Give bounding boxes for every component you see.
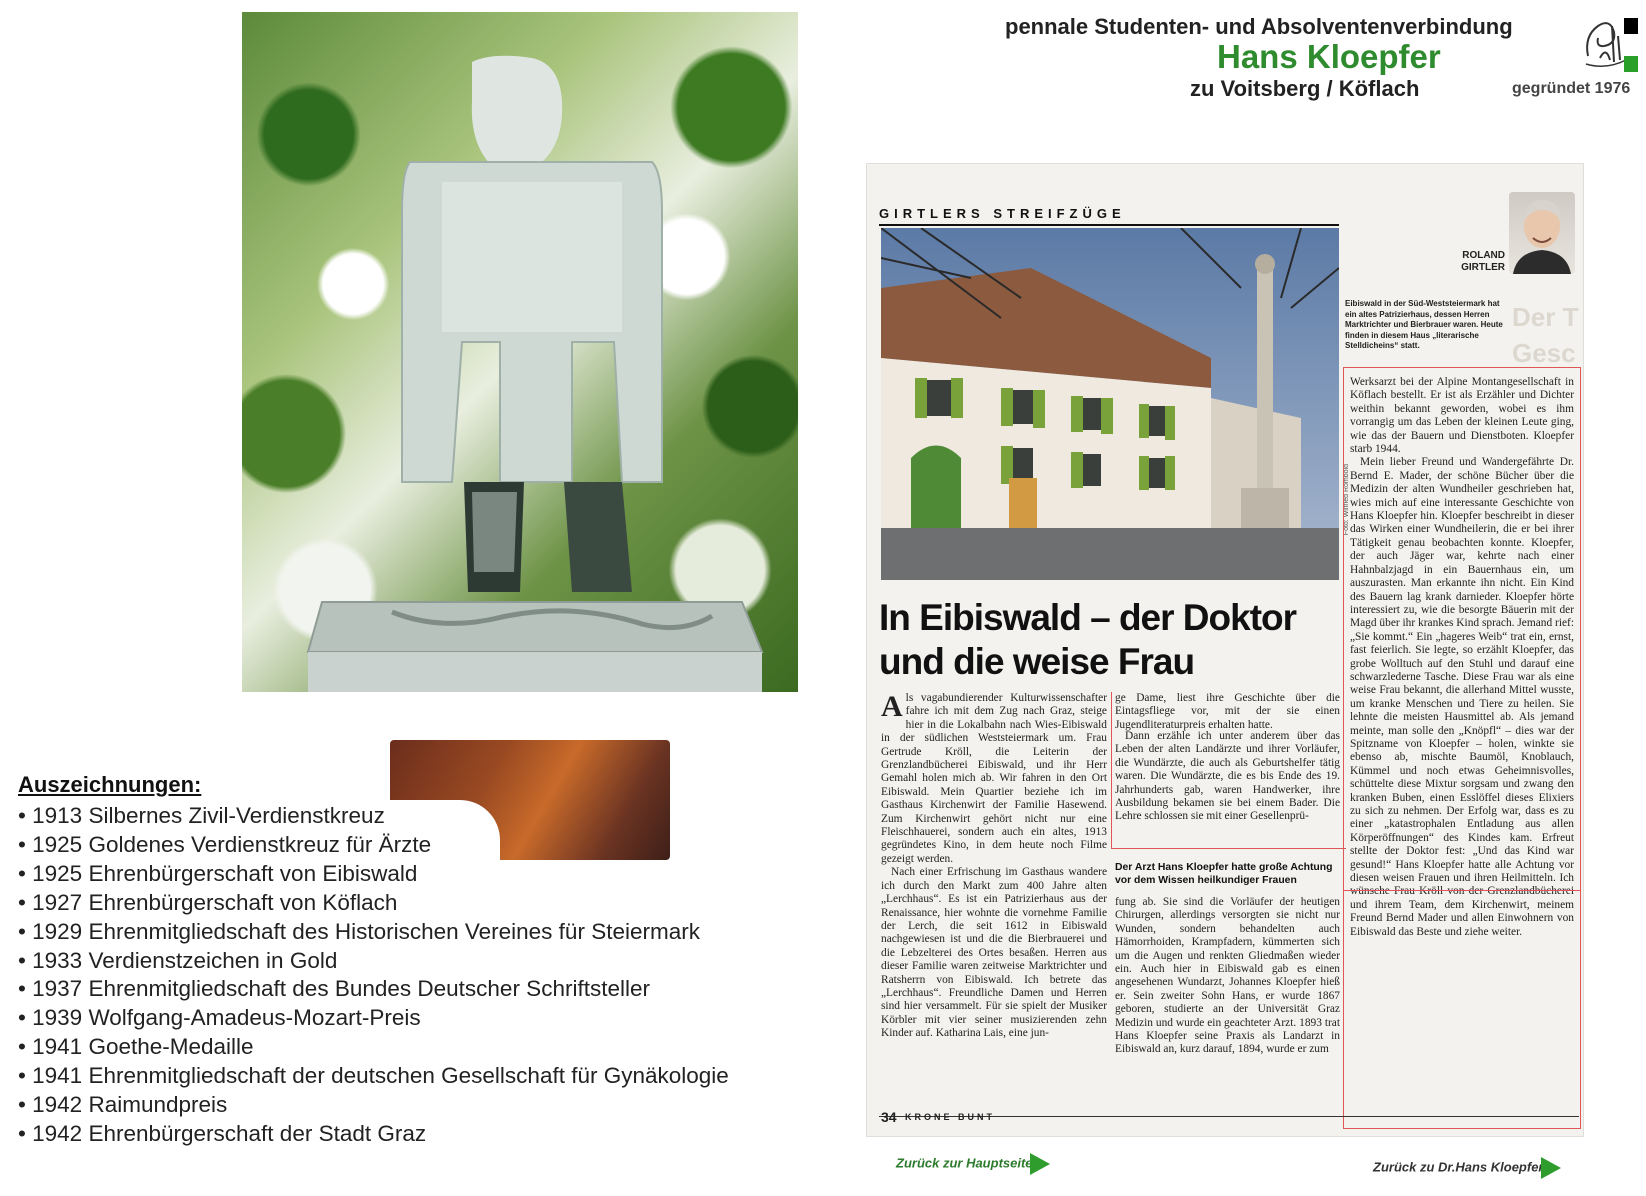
header-name: Hans Kloepfer xyxy=(1217,38,1441,75)
page-number: 34 xyxy=(881,1109,897,1125)
award-item: • 1942 Ehrenbürgerschaft der Stadt Graz xyxy=(18,1120,838,1149)
statue-figure-icon xyxy=(242,12,798,692)
award-item: • 1941 Ehrenmitgliedschaft der deutschen Gesellschaft für Gynäkologie xyxy=(18,1062,838,1091)
award-item: • 1913 Silbernes Zivil-Verdienstkreuz xyxy=(18,802,838,831)
col2-paragraph-1: ge Dame, liest ihre Geschichte über die Eintagsfliege vor, mit der sie einen Jugendliteraturpreis erhalten hatte. xyxy=(1115,692,1340,731)
author-portrait xyxy=(1509,192,1575,274)
award-item: • 1941 Goethe-Medaille xyxy=(18,1033,838,1062)
green-square-mark xyxy=(1624,56,1638,72)
black-square-mark xyxy=(1624,18,1638,34)
col3-paragraph-2: Mein lieber Freund und Wandergefährte Dr. Bernd E. Mader, der schöne Bücher über die Medizin der alten Wundheiler geschrieben hat, wies mich auf eine interessante Geschichte von Hans Kloepfer hin. Kloepfer beschreibt in dieser das Wirken einer Wundheilerin, die er bei ihrer Tätigkeit genau beobachten konnte. Kloepfer, der auch Jäger war, kehrte nach einer Hahnbalzjagd in ein Bauernhaus ein, um auszurasten. Man erkannte ihn nicht. Ein Kind des Bauern lag krank darnieder. Kloepfer hörte interessiert zu, wie die besorgte Bäuerin mit der Magd über ihr krankes Kind sprach. Jemand rief: „Sie kommt.“ Ein „hageres Weib“ trat ein, ernst, fast feierlich. Sie legte, so erzählt Kloepfer, das grobe Wolltuch auf den Stuhl und darauf eine schwarzlederne Tasche. Diese Frau war als eine weise Frau bekannt, die allerhand Mittel wusste, um kranke Menschen und Tiere zu heilen. Sie lehnte die meisten Hausmittel ab. Als jemand meinte, man solle den „Knöpfl“ – dies war der Spitzname von Kloepfer – holen, winkte sie ebenso ab, mischte Baumöl, Knoblauch, Kümmel und noch etwas Geheimnisvolles, schüttelte diese Mixtur sorgsam und zwang den kranken Buben, einen Esslöffel dieses Elixiers zu sich zu nehmen. Der Erfolg war, dass es zu einer „katastrophalen Entladung aus allen Körperöffnungen“ des Kindes kam. Erfreut stellte der Doktor fest: „Und das Kind war gesund!“ Hans Kloepfer hatte alle Achtung vor diesen weisen Frauen und ihren Heilmitteln. Ich wünsche Frau Kröll von der Grenzlandbücherei und ihrem Team, dem Kirchenwirt, meinem Freund Bernd Mader und allen Einwohnern von Eibiswald das Beste und ziehe weiter. xyxy=(1350,456,1574,938)
header-location: zu Voitsberg / Köflach xyxy=(1190,76,1420,101)
highlight-box-column-2 xyxy=(1111,692,1346,849)
article-headline: In Eibiswald – der Doktor und die weise Frau xyxy=(879,597,1297,682)
footer-brand: KRONE BUNT xyxy=(905,1112,995,1122)
back-to-doctor-label: Zurück zu Dr.Hans Kloepfer xyxy=(1373,1159,1544,1175)
col2-paragraph-2: Dann erzähle ich unter anderem über das Leben der alten Landärzte und ihrer Vorläufer, die Wundärzte, die auch als Geburtshelfer tätig waren. Die Wundärzte, die es bis Ende des 19. Jahrhunderts gab, waren Handwerker, ihre Ausbildung bekamen sie bei einem Bader. Die Lehre schlossen sie mit einer Gesellenprü- xyxy=(1115,730,1340,823)
drop-cap: A xyxy=(881,690,903,723)
award-item: • 1942 Raimundpreis xyxy=(18,1091,838,1120)
header-association-line: pennale Studenten- und Absolventenverbindung xyxy=(1005,14,1513,39)
header-founded: gegründet 1976 xyxy=(1512,80,1631,97)
highlight-box-column-3-lower xyxy=(1343,888,1581,1129)
awards-list xyxy=(18,802,838,1149)
award-item: • 1925 Ehrenbürgerschaft von Eibiswald xyxy=(18,860,838,889)
article-kicker: GIRTLERS STREIFZÜGE xyxy=(879,206,1126,221)
awards-title: Auszeichnungen: xyxy=(18,772,202,797)
awards-section xyxy=(18,772,838,1149)
green-arrow-icon xyxy=(1030,1153,1050,1175)
eibiswald-house-photo xyxy=(881,228,1339,580)
col1-paragraph-1: ls vagabundierender Kulturwissenschafter fahre ich mit dem Zug nach Graz, steige hier in die Lokalbahn nach Wies-Eibiswald in der südlichen Weststeiermark um. Frau Gertrude Kröll, die Leiterin der Grenzlandbücherei Eibiswald, und ihr Herr Gemahl holen mich ab. Wir fahren in den Ort Eibiswald. Mein Quartier beziehe ich im Gasthaus Kirchenwirt der Familie Hasewend. Zum Kirchenwirt gehört nicht nur eine Fleischhauerei, sondern auch ein altes, 1913 gegründetes Kino, in dem heute noch Filme gezeigt werden. xyxy=(881,692,1107,865)
award-item: • 1927 Ehrenbürgerschaft von Köflach xyxy=(18,889,838,918)
back-to-main-label: Zurück zur Hauptseite xyxy=(896,1155,1033,1171)
col1-paragraph-2: Nach einer Erfrischung im Gasthaus wandere ich durch den Markt zum 400 Jahre alten „Lerchhaus“. Es ist ein Patrizierhaus aus der Renaissance, hier wohnte die vornehme Familie der Lerch, die seit 1612 in Eibiswald nachgewiesen ist und die die Bierbrauerei und die Lebzelterei des Ortes besaßen. Herren aus dieser Familie waren zeitweise Marktrichter und Ratsherrn von Eibiswald. Ich betrete das „Lerchhaus“. Freundliche Damen und Herren sind hier versammelt. Für sie spielt der Musiker Körbler mit vier seiner musizierenden zehn Kinder auf. Katharina Lais, eine jun- xyxy=(881,866,1107,1040)
back-to-main-link[interactable] xyxy=(896,1153,1050,1175)
article-column-1 xyxy=(881,692,1107,1041)
col2-paragraph-3: fung ab. Sie sind die Vorläufer der heutigen Chirurgen, allerdings versorgten sie nicht nur Wunden, sondern behandelten auch Hämorrhoiden, Krampfadern, kümmerten sich um die Augen und renkten Gliedmaßen wieder ein. Auch hier in Eibiswald gab es einen angesehenen Wundarzt, Johannes Kloepfer hieß er. Sein zweiter Sohn Hans, er wurde 1867 geboren, studierte an der Universität Graz Medizin und wurde ein geachteter Arzt. 1893 trat Hans Kloepfer seine Praxis als Landarzt in Eibiswald an, kurz darauf, 1894, wurde er zum xyxy=(1115,896,1340,1056)
award-item: • 1929 Ehrenmitgliedschaft des Historischen Vereines für Steiermark xyxy=(18,918,838,947)
author-name: ROLAND GIRTLER xyxy=(1461,250,1505,273)
award-item: • 1939 Wolfgang-Amadeus-Mozart-Preis xyxy=(18,1004,838,1033)
back-to-doctor-link[interactable] xyxy=(1373,1157,1561,1179)
photo-caption: Eibiswald in der Süd-Weststeiermark hat ein altes Patrizierhaus, dessen Herren Marktrichter und Bierbrauer waren. Heute finden in diesem Haus „literarische Stelldicheins“ statt. xyxy=(1345,299,1503,350)
award-item: • 1925 Goldenes Verdienstkreuz für Ärzte xyxy=(18,831,838,860)
award-item: • 1933 Verdienstzeichen in Gold xyxy=(18,947,838,976)
bleed-through-text: Der T Gesc xyxy=(1512,302,1579,368)
highlight-box-column-3 xyxy=(1343,367,1581,891)
kicker-rule xyxy=(879,224,1339,226)
photo-credit: Foto: Wilfried Rombold xyxy=(1343,464,1350,536)
green-arrow-icon xyxy=(1541,1157,1561,1179)
statue-photo xyxy=(242,12,798,692)
article-subhead: Der Arzt Hans Kloepfer hatte große Achtung vor dem Wissen heilkundiger Frauen xyxy=(1115,862,1333,886)
award-item: • 1937 Ehrenmitgliedschaft des Bundes Deutscher Schriftsteller xyxy=(18,975,838,1004)
newspaper-clipping xyxy=(866,163,1584,1137)
col3-paragraph-1: Werksarzt bei der Alpine Montangesellschaft in Köflach bestellt. Er ist als Erzähler und Dichter weithin bekannt geworden, wobei es ihm vorrangig um das Leben der kleinen Leute ging, wie das der Bauern und Dienstboten. Kloepfer starb 1944. xyxy=(1350,376,1574,456)
